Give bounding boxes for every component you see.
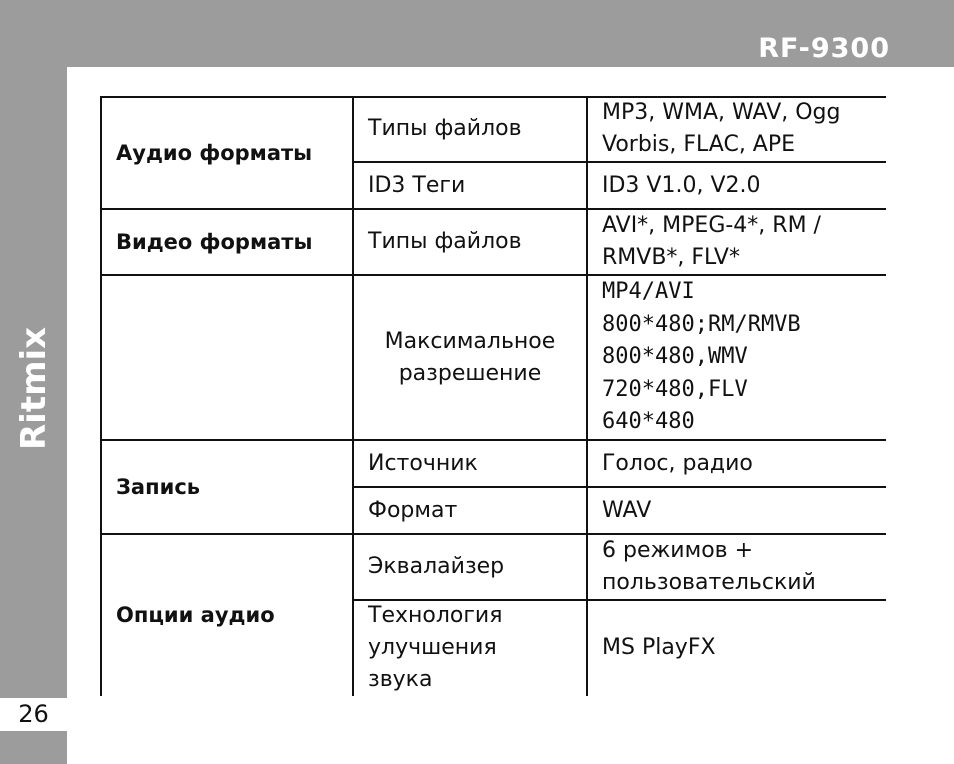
page-number: 26 bbox=[18, 700, 49, 728]
category-label: Видео форматы bbox=[116, 230, 313, 254]
table-border bbox=[100, 96, 102, 696]
param-max-resolution bbox=[353, 275, 587, 440]
table-rule bbox=[353, 161, 886, 163]
value-line: Vorbis, FLAC, APE bbox=[602, 132, 796, 157]
category-label: Запись bbox=[116, 475, 201, 499]
value-line: 6 режимов + bbox=[602, 538, 754, 563]
param-line: Технология bbox=[368, 603, 503, 628]
param-label: Эквалайзер bbox=[368, 554, 505, 579]
value-line: ID3 V1.0, V2.0 bbox=[602, 172, 761, 198]
param-line: звука bbox=[368, 667, 433, 692]
category-audio-options bbox=[100, 534, 353, 696]
value-equalizer bbox=[587, 534, 886, 600]
value-line: Голос, радио bbox=[602, 450, 753, 476]
category-label: Аудио форматы bbox=[116, 140, 313, 165]
value-id3-tags bbox=[587, 162, 886, 209]
param-file-types-video bbox=[353, 209, 587, 275]
value-line: MP3, WMA, WAV, Ogg bbox=[602, 100, 841, 125]
category-audio-formats bbox=[100, 96, 353, 209]
param-label: Типы файлов bbox=[368, 229, 522, 254]
param-label: Типы файлов bbox=[368, 116, 522, 141]
table-rule bbox=[353, 486, 886, 488]
table-rule bbox=[353, 599, 886, 601]
value-sound-enhancement bbox=[587, 600, 886, 696]
table-rule bbox=[100, 208, 886, 210]
value-line: пользовательский bbox=[602, 570, 816, 595]
param-file-types-audio bbox=[353, 96, 587, 162]
category-label: Опции аудио bbox=[116, 603, 275, 627]
value-line: 720*480,FLV bbox=[602, 376, 748, 402]
table-rule bbox=[100, 96, 886, 98]
value-format bbox=[587, 487, 886, 534]
param-label: Источник bbox=[368, 450, 478, 476]
category-video-formats bbox=[100, 209, 353, 275]
param-label: Формат bbox=[368, 497, 458, 523]
value-max-resolution bbox=[587, 275, 886, 440]
value-source bbox=[587, 440, 886, 487]
value-line: RMVB*, FLV* bbox=[602, 245, 740, 270]
bottom-left-band bbox=[0, 731, 67, 764]
value-line: AVI*, MPEG-4*, RM / bbox=[602, 213, 821, 238]
param-line: разрешение bbox=[398, 360, 542, 386]
param-label: ID3 Теги bbox=[368, 172, 466, 198]
table-border bbox=[586, 96, 588, 696]
param-source bbox=[353, 440, 587, 487]
value-line: 800*480;RM/RMVB bbox=[602, 311, 801, 337]
value-line: 640*480 bbox=[602, 409, 695, 435]
model-name: RF-9300 bbox=[758, 33, 890, 64]
value-audio-file-types bbox=[587, 96, 886, 162]
param-equalizer bbox=[353, 534, 587, 600]
value-line: MS PlayFX bbox=[602, 635, 716, 660]
table-rule bbox=[100, 533, 886, 535]
category-empty bbox=[100, 275, 353, 440]
param-sound-enhancement bbox=[353, 600, 587, 696]
param-format bbox=[353, 487, 587, 534]
param-line: Максимальное bbox=[384, 328, 556, 354]
param-line: улучшения bbox=[368, 635, 497, 660]
brand-logo: Ritmix bbox=[14, 326, 54, 450]
value-line: 800*480,WMV bbox=[602, 344, 748, 370]
value-video-file-types bbox=[587, 209, 886, 275]
table-rule bbox=[100, 439, 886, 441]
table-border bbox=[352, 96, 354, 696]
param-id3-tags bbox=[353, 162, 587, 209]
value-line: MP4/AVI bbox=[602, 279, 695, 305]
value-line: WAV bbox=[602, 497, 652, 523]
category-recording bbox=[100, 440, 353, 534]
table-rule bbox=[100, 274, 886, 276]
